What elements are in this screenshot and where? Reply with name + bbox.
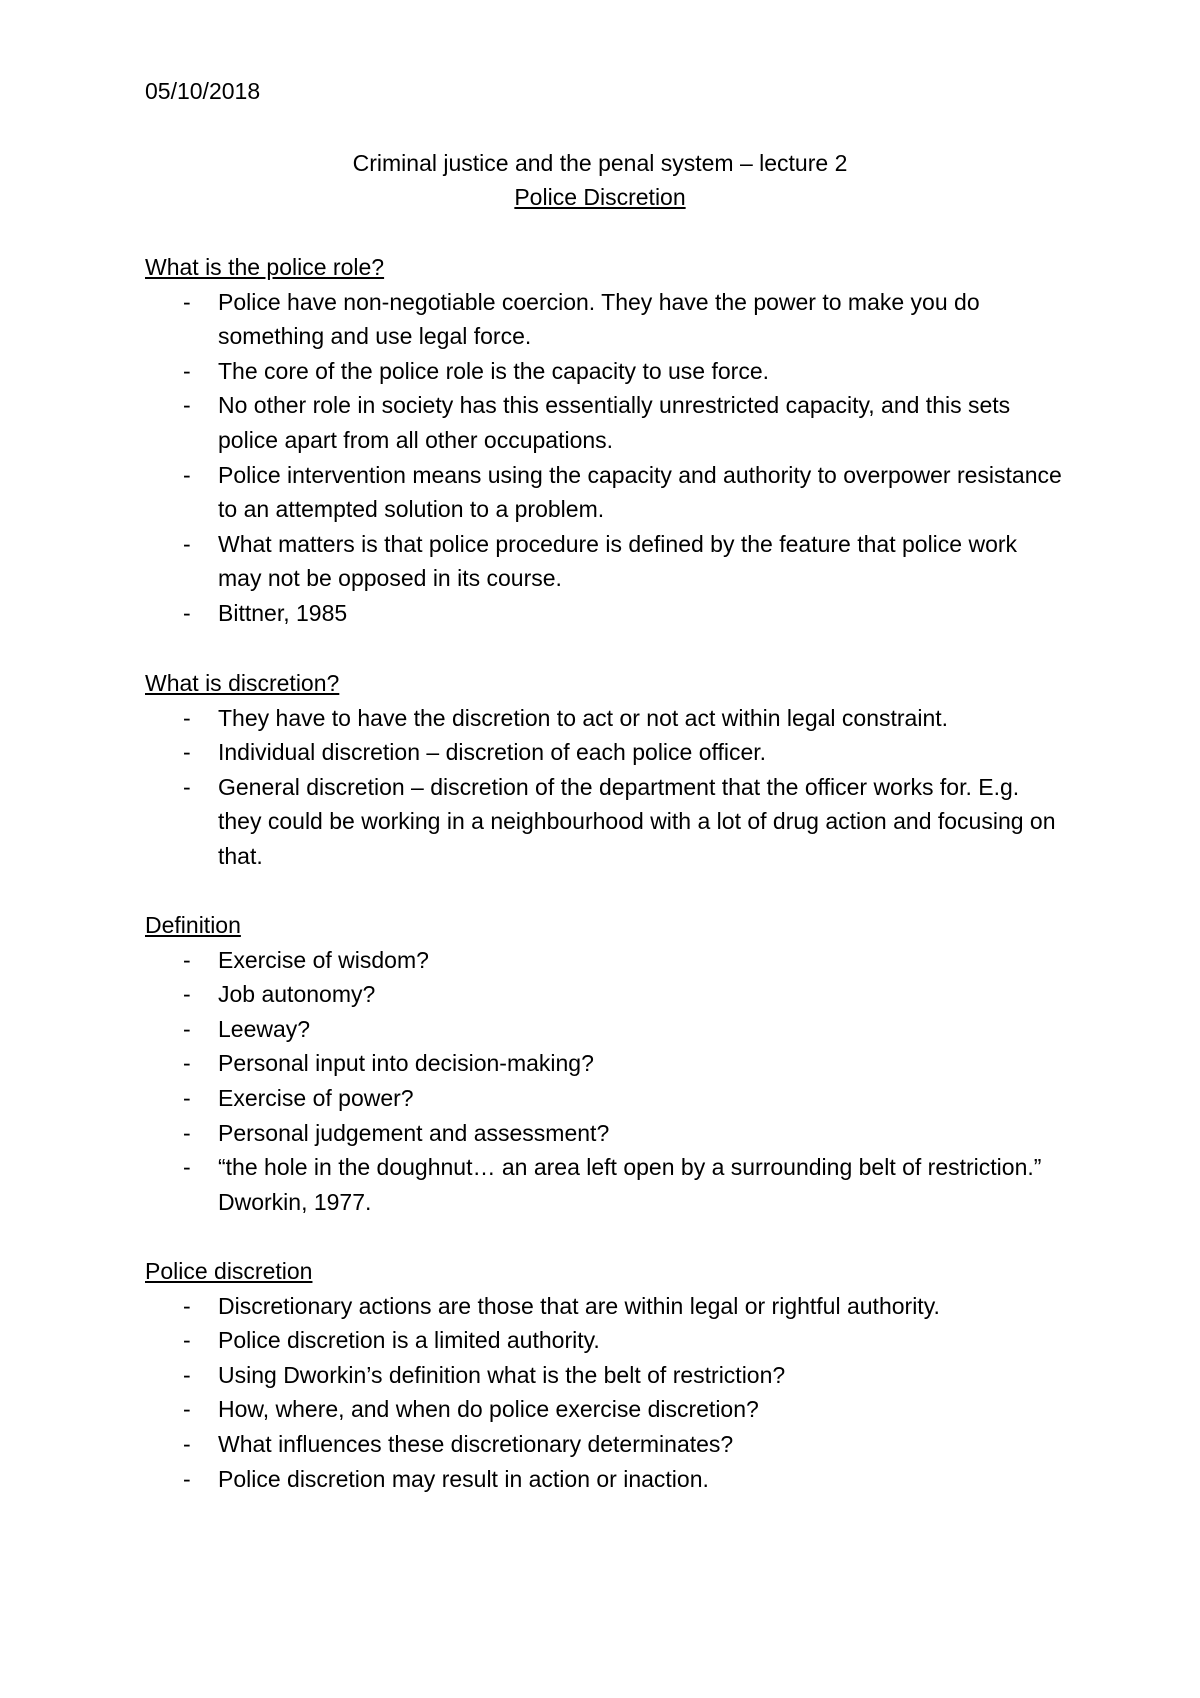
bullet-dash: - bbox=[183, 1361, 191, 1388]
list-item-text: What matters is that police procedure is defined by the feature that police work may not be opposed in its course. bbox=[218, 530, 1018, 592]
bullet-list bbox=[145, 1289, 1065, 1497]
list-item bbox=[145, 1323, 1065, 1358]
bullet-dash: - bbox=[183, 1292, 191, 1319]
bullet-dash: - bbox=[183, 357, 191, 384]
list-item-text: Exercise of power? bbox=[218, 1084, 414, 1111]
bullet-list bbox=[145, 943, 1065, 1220]
bullet-dash: - bbox=[183, 739, 191, 766]
bullet-dash: - bbox=[183, 1327, 191, 1354]
section-police-role bbox=[145, 250, 1065, 631]
list-item-text: Police intervention means using the capacity and authority to overpower resistance to an attempted solution to a problem. bbox=[218, 461, 1062, 523]
list-item-text: Personal input into decision-making? bbox=[218, 1050, 594, 1077]
list-item bbox=[145, 1289, 1065, 1324]
bullet-dash: - bbox=[183, 946, 191, 973]
list-item bbox=[145, 1081, 1065, 1116]
list-item-text: Police discretion is a limited authority. bbox=[218, 1327, 600, 1354]
list-item-text: They have to have the discretion to act or not act within legal constraint. bbox=[218, 704, 949, 731]
list-item bbox=[145, 977, 1065, 1012]
bullet-dash: - bbox=[183, 773, 191, 800]
list-item bbox=[145, 1116, 1065, 1151]
list-item bbox=[145, 735, 1065, 770]
list-item bbox=[145, 770, 1065, 874]
section-definition bbox=[145, 908, 1065, 1219]
section-what-is-discretion bbox=[145, 666, 1065, 874]
list-item-text: What influences these discretionary determinates? bbox=[218, 1430, 734, 1457]
bullet-dash: - bbox=[183, 1050, 191, 1077]
list-item bbox=[145, 458, 1065, 527]
bullet-dash: - bbox=[183, 704, 191, 731]
document-title: Criminal justice and the penal system – lecture 2 bbox=[352, 150, 848, 176]
list-item-text: Discretionary actions are those that are within legal or rightful authority. bbox=[218, 1292, 940, 1319]
list-item bbox=[145, 1462, 1065, 1497]
bullet-dash: - bbox=[183, 530, 191, 557]
bullet-dash: - bbox=[183, 1396, 191, 1423]
section-heading: Police discretion bbox=[145, 1258, 313, 1284]
list-item-text: Job autonomy? bbox=[218, 981, 376, 1008]
list-item bbox=[145, 701, 1065, 736]
bullet-dash: - bbox=[183, 599, 191, 626]
list-item-text: Using Dworkin’s definition what is the belt of restriction? bbox=[218, 1361, 786, 1388]
bullet-dash: - bbox=[183, 392, 191, 419]
list-item-text: Police discretion may result in action or inaction. bbox=[218, 1465, 709, 1492]
list-item bbox=[145, 596, 1065, 631]
bullet-dash: - bbox=[183, 1119, 191, 1146]
section-heading: What is the police role? bbox=[145, 254, 385, 280]
list-item bbox=[145, 1427, 1065, 1462]
section-heading: What is discretion? bbox=[145, 670, 340, 696]
bullet-dash: - bbox=[183, 1084, 191, 1111]
list-item bbox=[145, 1392, 1065, 1427]
list-item-text: Leeway? bbox=[218, 1015, 311, 1042]
list-item bbox=[145, 388, 1065, 457]
list-item bbox=[145, 1012, 1065, 1047]
list-item-text: No other role in society has this essentially unrestricted capacity, and this sets police apart from all other occupations. bbox=[218, 392, 1011, 453]
bullet-list bbox=[145, 701, 1065, 874]
bullet-dash: - bbox=[183, 461, 191, 488]
list-item-text: How, where, and when do police exercise discretion? bbox=[218, 1396, 759, 1423]
list-item bbox=[145, 1046, 1065, 1081]
bullet-dash: - bbox=[183, 1430, 191, 1457]
list-item-text: General discretion – discretion of the department that the officer works for. E.g. they could be working in a neighbourhood with a lot of drug action and focusing on that. bbox=[218, 773, 1056, 869]
list-item-text: Exercise of wisdom? bbox=[218, 946, 429, 973]
document-date: 05/10/2018 bbox=[145, 78, 261, 104]
list-item-text: The core of the police role is the capacity to use force. bbox=[218, 357, 770, 384]
bullet-dash: - bbox=[183, 1015, 191, 1042]
list-item bbox=[145, 1150, 1065, 1219]
bullet-dash: - bbox=[183, 288, 191, 315]
list-item bbox=[145, 354, 1065, 389]
bullet-dash: - bbox=[183, 1465, 191, 1492]
bullet-list bbox=[145, 285, 1065, 631]
section-heading: Definition bbox=[145, 912, 241, 938]
list-item-text: Personal judgement and assessment? bbox=[218, 1119, 610, 1146]
list-item-text: Bittner, 1985 bbox=[218, 599, 348, 626]
section-police-discretion bbox=[145, 1254, 1065, 1496]
list-item bbox=[145, 943, 1065, 978]
list-item-text: “the hole in the doughnut… an area left open by a surrounding belt of restriction.” Dworkin, 1977. bbox=[218, 1154, 1042, 1215]
document-subtitle: Police Discretion bbox=[514, 184, 686, 210]
bullet-dash: - bbox=[183, 981, 191, 1008]
bullet-dash: - bbox=[183, 1154, 191, 1181]
list-item-text: Individual discretion – discretion of each police officer. bbox=[218, 739, 767, 766]
list-item-text: Police have non-negotiable coercion. They have the power to make you do something and use legal force. bbox=[218, 288, 980, 350]
list-item bbox=[145, 285, 1065, 354]
list-item bbox=[145, 1358, 1065, 1393]
list-item bbox=[145, 527, 1065, 596]
